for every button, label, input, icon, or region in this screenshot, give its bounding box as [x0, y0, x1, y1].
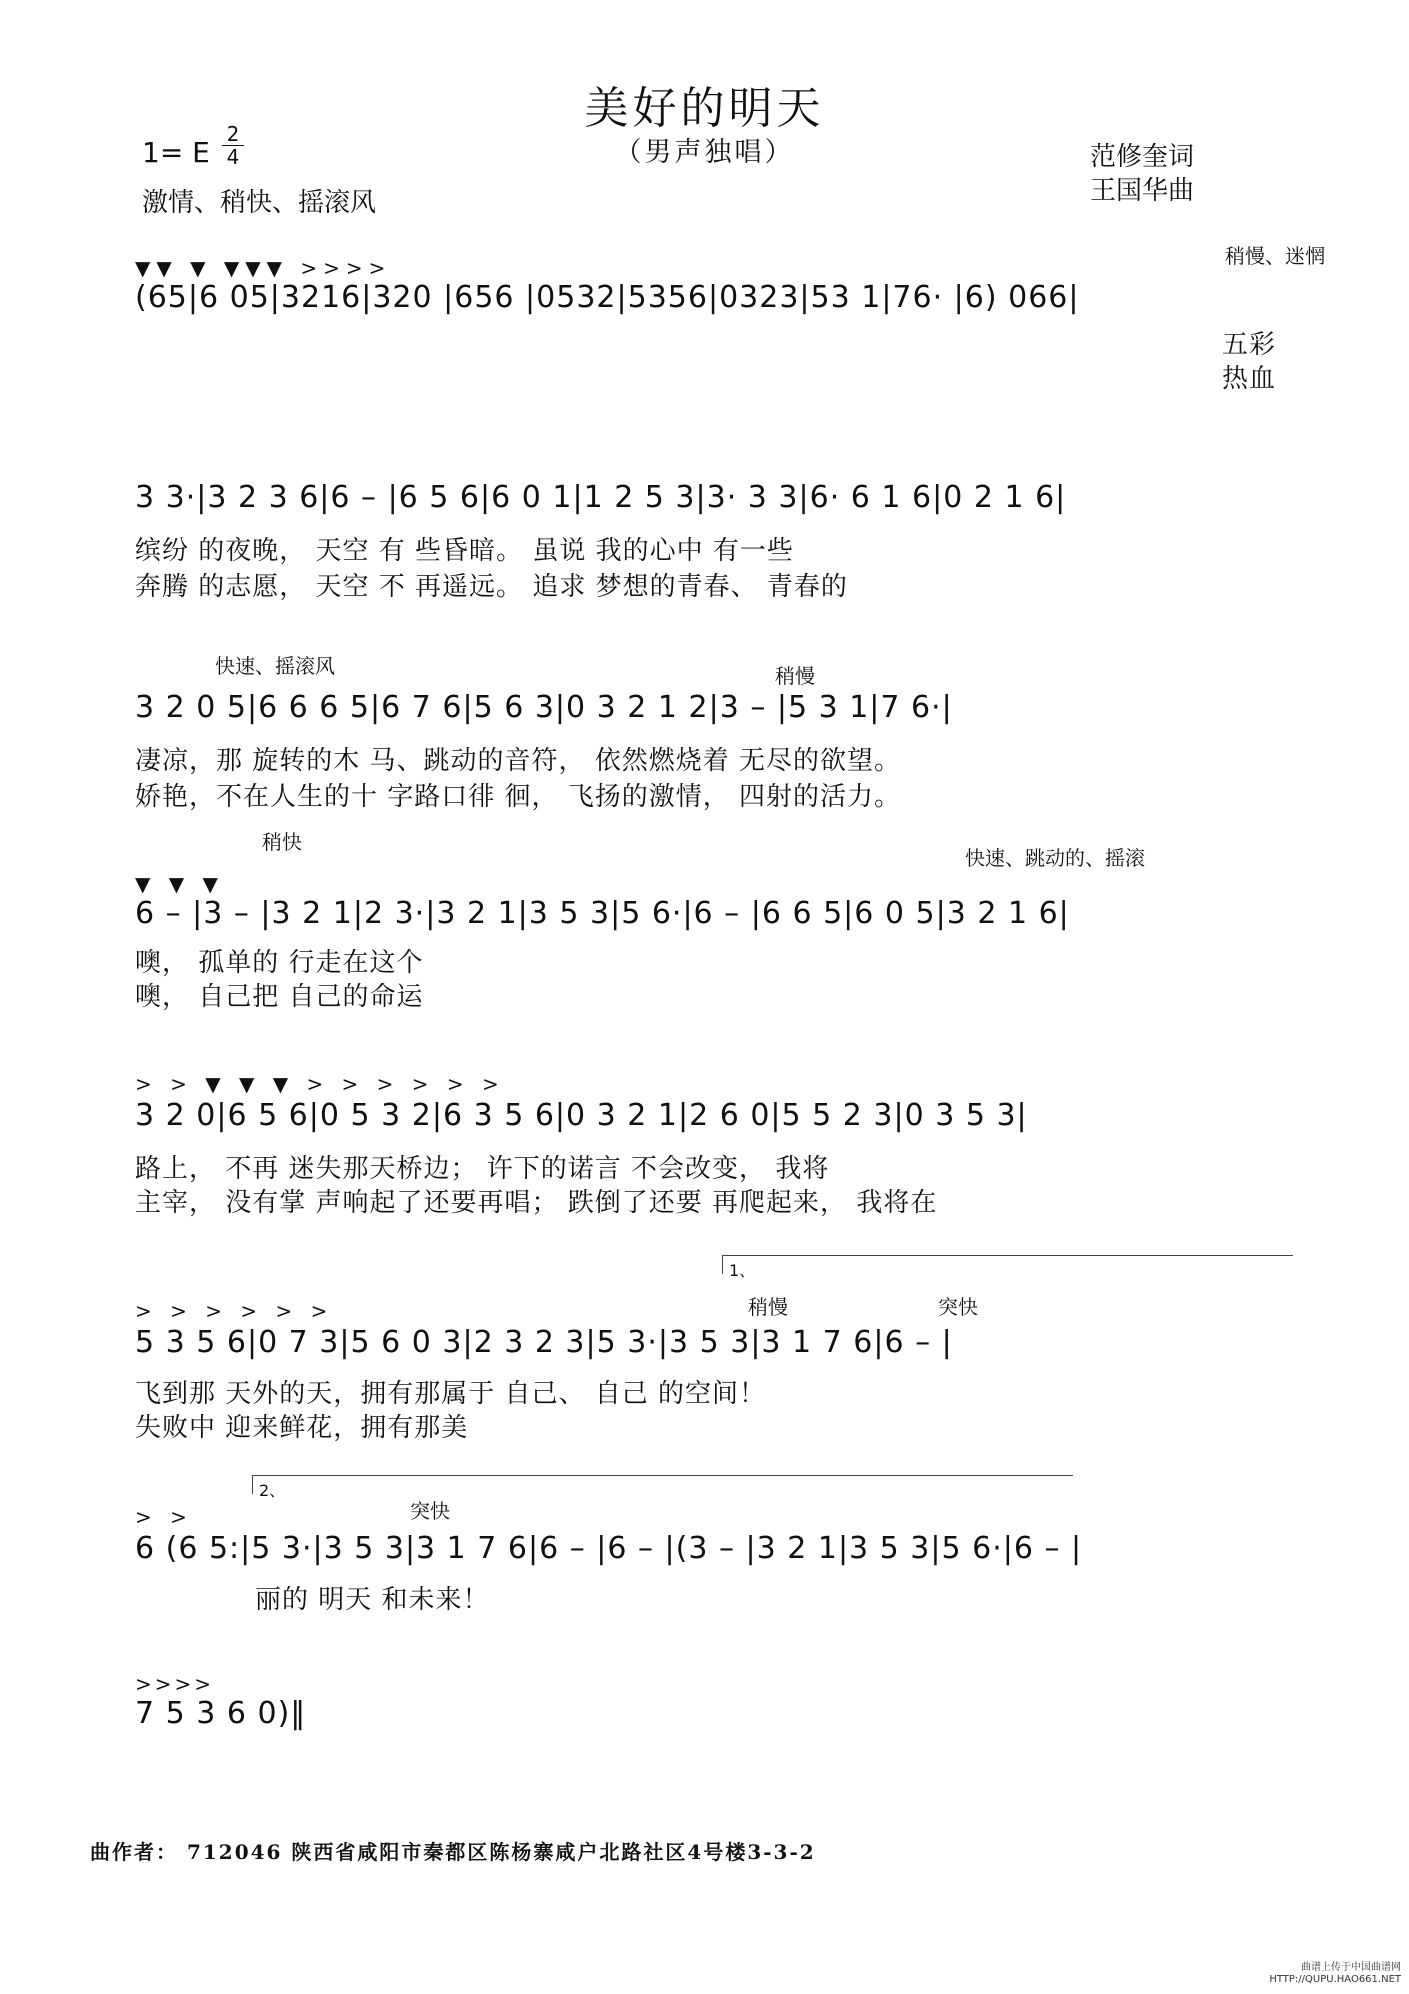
- tempo-mark: 稍慢: [775, 664, 815, 688]
- tempo-mark: 突快: [410, 1499, 450, 1523]
- lyric-line-2: 噢， 自己把 自己的命运: [135, 982, 424, 1012]
- lyric-line-1: 五彩: [1222, 330, 1277, 360]
- lyric-line-1: 飞到那 天外的天，拥有那属于 自己、 自己 的空间！: [135, 1379, 767, 1409]
- lyric-line-1: 噢， 孤单的 行走在这个: [135, 948, 424, 978]
- tempo-mark: 稍慢、迷惘: [1225, 244, 1325, 268]
- footer-contact: 曲作者： 712046 陕西省咸阳市秦都区陈杨寨咸户北路社区4号楼3-3-2: [90, 1840, 816, 1864]
- volta-bracket: [722, 1255, 1293, 1280]
- composer: 王国华曲: [1090, 176, 1195, 206]
- tempo-mark: 快速、摇滚风: [215, 654, 335, 678]
- accent-marks: > >: [135, 1505, 193, 1529]
- lyric-line-1: 路上， 不再 迷失那天桥边； 许下的诺言 不会改变， 我将: [135, 1154, 830, 1184]
- notes-line: 7 5 3 6 0)‖: [135, 1696, 307, 1731]
- lyric-line-1: 凄凉，那 旋转的木 马、跳动的音符， 依然燃烧着 无尽的欲望。: [135, 746, 902, 776]
- volta-bracket: [252, 1475, 1073, 1500]
- tempo-mark: 突快: [938, 1295, 978, 1319]
- notes-line: 5 3 5 6|0 7 3|5 6 0 3|2 3 2 3|5 3·|3 5 3|3 1 7 6|6 – |: [135, 1325, 953, 1360]
- time-sig-top: 2: [226, 122, 240, 146]
- watermark-line-2: HTTP://QUPU.HAO661.NET: [1269, 1974, 1401, 1985]
- song-title: 美好的明天: [584, 83, 825, 134]
- tempo-mark: 稍快: [262, 830, 302, 854]
- lyric-line-2: 娇艳，不在人生的十 字路口徘 徊， 飞扬的激情， 四射的活力。: [135, 782, 902, 812]
- accent-marks: ▼ ▼ ▼: [135, 872, 224, 896]
- accent-marks: ▼▼ ▼ ▼▼▼ >>>>: [135, 256, 392, 280]
- key-signature: [142, 122, 240, 169]
- accent-marks: >>>>: [135, 1672, 215, 1696]
- accent-marks: > > > > > >: [135, 1299, 334, 1323]
- time-sig-bottom: 4: [226, 145, 240, 169]
- lyric-line-2: 热血: [1222, 364, 1277, 394]
- volta-label: 2、: [259, 1481, 286, 1500]
- lyric-line-2: 失败中 迎来鲜花，拥有那美: [135, 1413, 469, 1443]
- lyricist: 范修奎词: [1090, 142, 1195, 172]
- notes-line: 3 2 0 5|6 6 6 5|6 7 6|5 6 3|0 3 2 1 2|3 – |5 3 1|7 6·|: [135, 690, 953, 725]
- notes-line: 3 3·|3 2 3 6|6 – |6 5 6|6 0 1|1 2 5 3|3· 3 3|6· 6 1 6|0 2 1 6|: [135, 480, 1067, 515]
- tempo-mark: 快速、跳动的、摇滚: [965, 846, 1145, 870]
- style-marking: 激情、稍快、摇滚风: [142, 188, 377, 218]
- lyric-line-2: 奔腾 的志愿， 天空 不 再遥远。 追求 梦想的青春、 青春的: [135, 572, 848, 602]
- notes-line: (65|6 05|3216|320 |656 |0532|5356|0323|53 1|76· |6) 066|: [135, 280, 1080, 315]
- notes-line: 6 – |3 – |3 2 1|2 3·|3 2 1|3 5 3|5 6·|6 – |6 6 5|6 0 5|3 2 1 6|: [135, 896, 1070, 931]
- notes-line: 3 2 0|6 5 6|0 5 3 2|6 3 5 6|0 3 2 1|2 6 0|5 5 2 3|0 3 5 3|: [135, 1098, 1028, 1133]
- accent-marks: > > ▼ ▼ ▼ > > > > > >: [135, 1072, 505, 1096]
- lyric-line-1: 缤纷 的夜晚， 天空 有 些昏暗。 虽说 我的心中 有一些: [135, 536, 794, 566]
- key-label: 1= E: [142, 136, 210, 169]
- watermark-line-1: 曲谱上传于中国曲谱网: [1301, 1962, 1401, 1973]
- time-signature: [222, 124, 244, 167]
- lyric-line-2: 主宰， 没有掌 声响起了还要再唱； 跌倒了还要 再爬起来， 我将在: [135, 1188, 938, 1218]
- song-subtitle: （男声独唱）: [614, 137, 795, 168]
- volta-label: 1、: [729, 1261, 756, 1280]
- watermark: [1269, 1962, 1401, 1986]
- notes-line: 6 (6 5:|5 3·|3 5 3|3 1 7 6|6 – |6 – |(3 – |3 2 1|3 5 3|5 6·|6 – |: [135, 1531, 1083, 1566]
- tempo-mark: 稍慢: [748, 1295, 788, 1319]
- lyric-line-1: 丽的 明天 和未来！: [255, 1585, 490, 1615]
